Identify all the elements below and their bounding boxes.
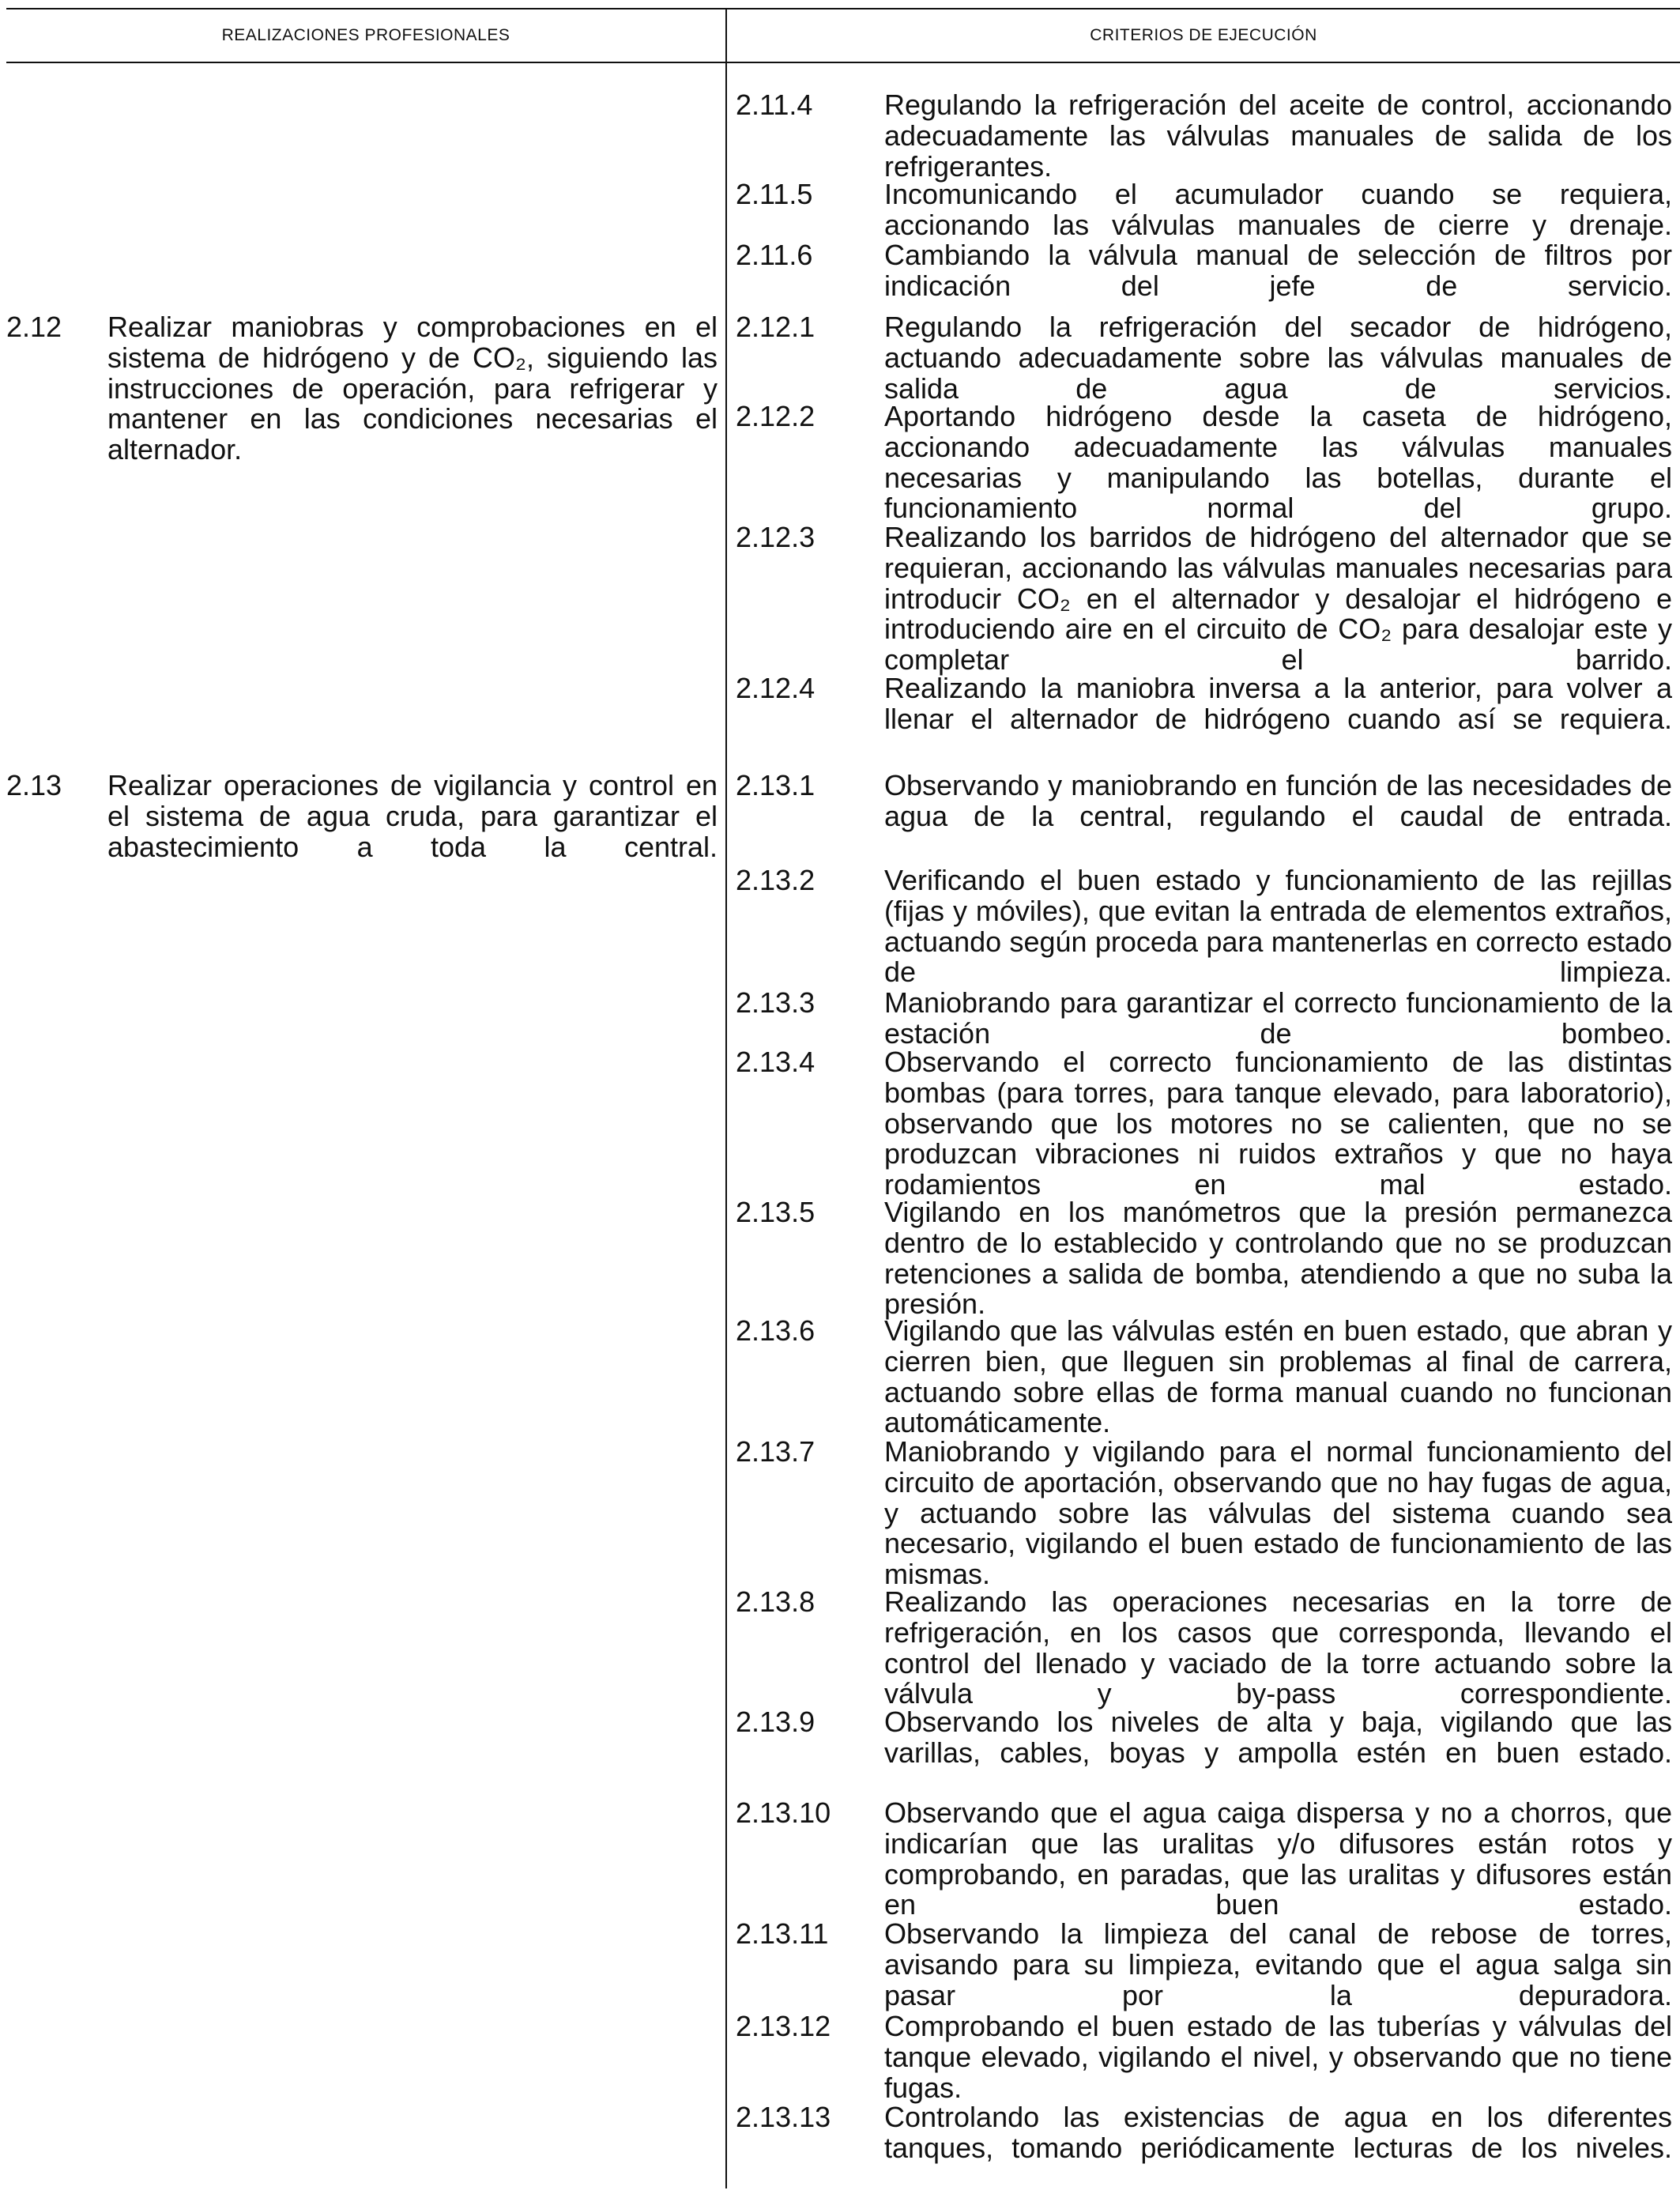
- criterio-text: Maniobrando y vigilando para el normal funcionamiento del circuito de aportación, observando que no hay fugas de agua, y actuando sobre las válvulas del sistema cuando sea necesario, vigilando el buen estado de funcionamiento de las mismas.: [884, 1435, 1672, 1591]
- criterio-number: 2.13.2: [736, 864, 816, 896]
- criterio-text: Aportando hidrógeno desde la caseta de hidrógeno, accionando adecuadamente las válvulas manuales necesarias y manipulando las botellas, durante el funcionamiento normal del grupo.: [884, 400, 1672, 525]
- criterio-number: 2.11.5: [736, 178, 813, 210]
- criterio-text: Realizando la maniobra inversa a la anterior, para volver a llenar el alternador de hidrógeno cuando así se requiera.: [884, 672, 1672, 735]
- realizacion-item: [6, 771, 718, 893]
- criterio-text: Observando el correcto funcionamiento de las distintas bombas (para torres, para tanque elevado, para laboratorio), observando que los motores no se calienten, que no se produzcan vibraciones ni ruidos extraños y que no haya rodamientos en mal estado.: [884, 1046, 1672, 1201]
- criterio-item: [736, 673, 1672, 765]
- criterio-number: 2.13.13: [736, 2101, 831, 2133]
- header-bottom-rule: [6, 62, 1680, 63]
- criterio-text: Vigilando en los manómetros que la presión permanezca dentro de lo establecido y controlando que no se produzcan retenciones a salida de bomba, atendiendo a que no suba la presión.: [884, 1196, 1672, 1321]
- criterio-text: Realizando los barridos de hidrógeno del alternador que se requieran, accionando las válvulas manuales necesarias para introducir CO₂ en el alternador y desalojar el hidrógeno e introduciendo aire en el circuito de CO₂ para desalojar este y completar el barrido.: [884, 521, 1672, 677]
- criterio-text: Observando que el agua caiga dispersa y no a chorros, que indicarían que las uralitas y/o difusores están rotos y comprobando, en paradas, que las uralitas y difusores están en buen estado.: [884, 1796, 1672, 1921]
- criterio-number: 2.12.3: [736, 521, 816, 553]
- criterio-text: Maniobrando para garantizar el correcto funcionamiento de la estación de bombeo.: [884, 986, 1672, 1050]
- realizacion-item: [6, 312, 718, 496]
- criterio-number: 2.12.2: [736, 400, 816, 432]
- criterio-number: 2.13.6: [736, 1314, 816, 1347]
- criterio-item: [736, 771, 1672, 862]
- criterio-number: 2.13.5: [736, 1196, 816, 1228]
- criterio-text: Verificando el buen estado y funcionamiento de las rejillas (fijas y móviles), que evitan la entrada de elementos extraños, actuando según proceda para mantenerlas en correcto estado de limpieza.: [884, 864, 1672, 989]
- criterio-number: 2.13.8: [736, 1585, 816, 1618]
- criterio-text: Controlando las existencias de agua en los diferentes tanques, tomando periódicamente lecturas de los niveles.: [884, 2101, 1672, 2164]
- column-header-realizaciones: REALIZACIONES PROFESIONALES: [221, 26, 510, 44]
- criterio-text: Incomunicando el acumulador cuando se requiera, accionando las válvulas manuales de cierre y drenaje.: [884, 178, 1672, 241]
- criterio-number: 2.13.11: [736, 1917, 829, 1950]
- realizacion-text: Realizar maniobras y comprobaciones en el sistema de hidrógeno y de CO₂, siguiendo las instrucciones de operación, para refrigerar y mantener en las condiciones necesarias el alternador.: [107, 311, 718, 466]
- criterio-number: 2.13.10: [736, 1796, 831, 1829]
- criterio-number: 2.13.7: [736, 1435, 816, 1468]
- criterio-text: Observando la limpieza del canal de rebose de torres, avisando para su limpieza, evitando que el agua salga sin pasar por la depuradora.: [884, 1917, 1672, 2011]
- column-header-criterios: CRITERIOS DE EJECUCIÓN: [1090, 26, 1317, 44]
- criterio-number: 2.11.6: [736, 239, 813, 271]
- criterio-number: 2.13.12: [736, 2010, 831, 2042]
- criterio-text: Cambiando la válvula manual de selección de filtros por indicación del jefe de servicio.: [884, 239, 1672, 302]
- realizacion-text: Realizar operaciones de vigilancia y control en el sistema de agua cruda, para garantizar el abastecimiento a toda la central.: [107, 769, 718, 863]
- criterio-number: 2.13.4: [736, 1046, 816, 1078]
- criterio-text: Regulando la refrigeración del secador de hidrógeno, actuando adecuadamente sobre las válvulas manuales de salida de agua de servicios.: [884, 311, 1672, 405]
- criterio-text: Comprobando el buen estado de las tuberías y válvulas del tanque elevado, vigilando el nivel, y observando que no tiene fugas.: [884, 2010, 1672, 2104]
- criterio-number: 2.13.9: [736, 1706, 816, 1738]
- realizacion-number: 2.13: [6, 769, 62, 801]
- criterio-text: Vigilando que las válvulas estén en buen estado, que abran y cierren bien, que lleguen sin problemas al final de carrera, actuando sobre ellas de forma manual cuando no funcionan automáticamente.: [884, 1314, 1672, 1439]
- table-top-rule: [6, 8, 1680, 9]
- criterio-text: Observando y maniobrando en función de las necesidades de agua de la central, regulando el caudal de entrada.: [884, 769, 1672, 832]
- criterio-number: 2.12.4: [736, 672, 816, 704]
- criterio-text: Regulando la refrigeración del aceite de control, accionando adecuadamente las válvulas manuales de salida de los refrigerantes.: [884, 89, 1672, 183]
- criterio-number: 2.13.3: [736, 986, 816, 1019]
- criterio-item: [736, 2102, 1672, 2194]
- criterio-number: 2.11.4: [736, 89, 813, 121]
- criterio-text: Observando los niveles de alta y baja, vigilando que las varillas, cables, boyas y ampolla estén en buen estado.: [884, 1706, 1672, 1769]
- criterio-number: 2.12.1: [736, 311, 816, 343]
- realizacion-number: 2.12: [6, 311, 62, 343]
- criterio-number: 2.13.1: [736, 769, 816, 801]
- criterio-item: [736, 1707, 1672, 1799]
- criterio-text: Realizando las operaciones necesarias en la torre de refrigeración, en los casos que corresponda, llevando el control del llenado y vaciado de la torre actuando sobre la válvula y by-pass correspondiente.: [884, 1585, 1672, 1710]
- column-divider: [725, 8, 727, 2188]
